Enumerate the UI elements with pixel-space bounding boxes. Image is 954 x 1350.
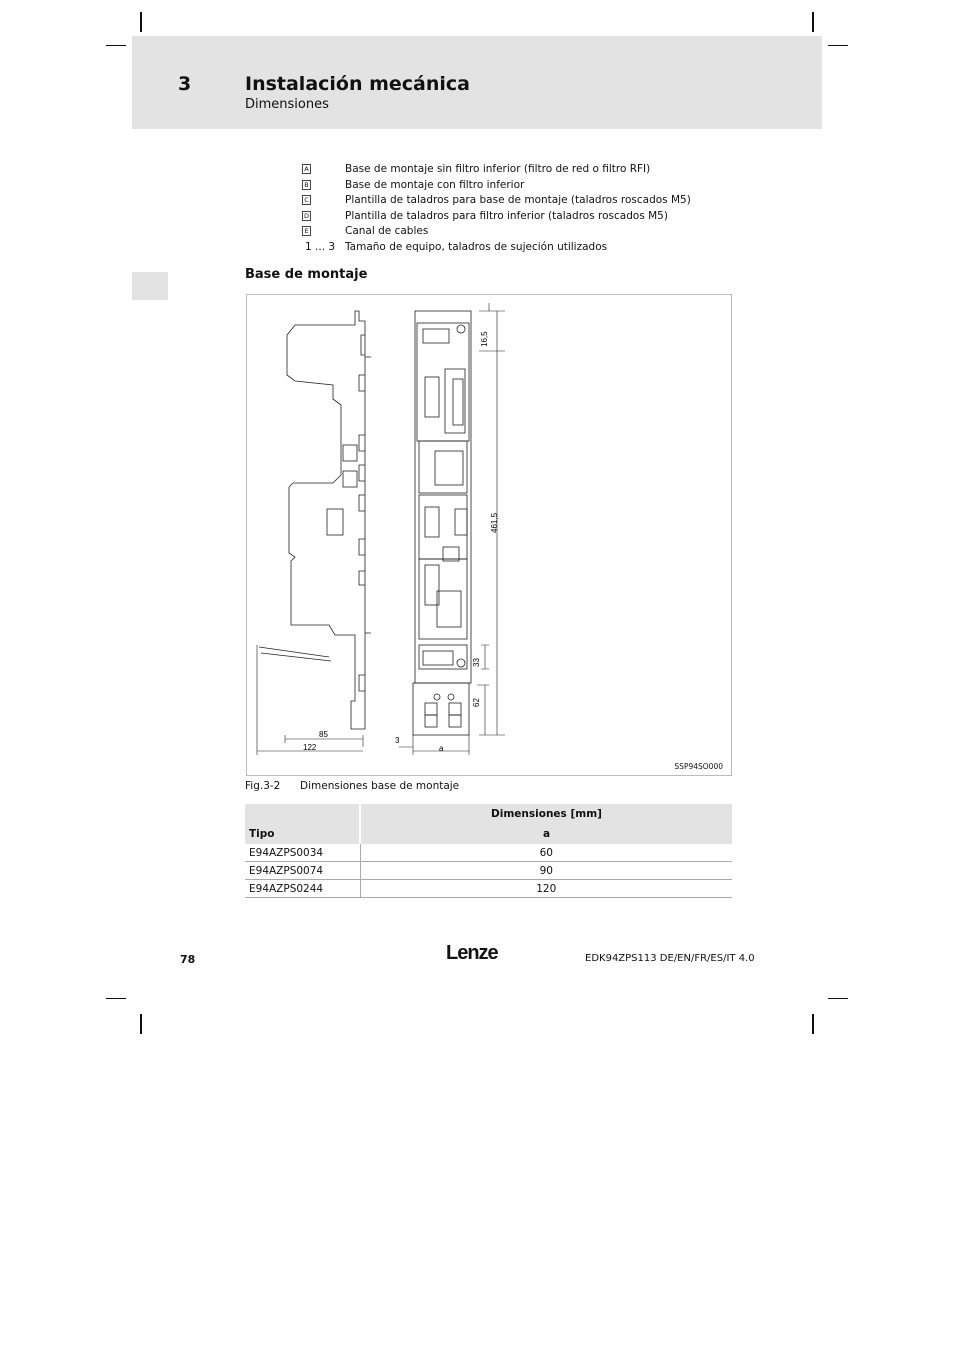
figure-caption-number: Fig.3-2 [245, 780, 281, 792]
crop-mark [812, 1014, 814, 1034]
legend-key-box: B [302, 180, 311, 190]
legend-item [300, 241, 740, 257]
legend-text: Plantilla de taladros para base de montaje (taladros roscados M5) [345, 194, 691, 206]
legend-key-box: E [302, 226, 311, 236]
figure-code: SSP94SO000 [674, 762, 723, 771]
dim-461-5: 461,5 [490, 512, 499, 533]
cell-tipo: E94AZPS0034 [245, 844, 360, 862]
dim-85: 85 [319, 730, 328, 739]
cell-a: 60 [360, 844, 732, 862]
col-header-empty [245, 804, 360, 824]
table-row [245, 880, 732, 898]
side-tab-marker [132, 272, 168, 300]
figure-caption-text: Dimensiones base de montaje [300, 780, 460, 792]
mounting-base-drawing [247, 295, 733, 777]
dim-a: a [439, 744, 444, 753]
dim-62: 62 [472, 698, 481, 707]
legend-item [300, 179, 740, 195]
lenze-logo: Lenze [446, 942, 498, 964]
dimension-drawing [246, 294, 732, 776]
section-heading: Base de montaje [245, 267, 368, 282]
legend-text: Base de montaje con filtro inferior [345, 178, 525, 191]
chapter-number: 3 [178, 73, 192, 95]
cell-a: 90 [360, 862, 732, 880]
table-row [245, 844, 732, 862]
table-header-row [245, 824, 732, 844]
dim-3: 3 [395, 736, 400, 745]
legend-item [300, 163, 740, 179]
col-group-header: Dimensiones [mm] [360, 804, 732, 824]
document-id: EDK94ZPS113 DE/EN/FR/ES/IT 4.0 [585, 953, 755, 964]
dim-122: 122 [303, 743, 317, 752]
legend-item [300, 225, 740, 241]
crop-mark [812, 12, 814, 32]
table-row [245, 862, 732, 880]
col-header-tipo: Tipo [245, 824, 360, 844]
dim-16-5: 16,5 [480, 331, 489, 347]
legend-key-box: C [302, 195, 311, 205]
crop-mark [140, 12, 142, 32]
col-header-a: a [360, 824, 732, 844]
cell-tipo: E94AZPS0074 [245, 862, 360, 880]
legend-key-range: 1 ... 3 [305, 240, 336, 253]
legend-key-box: D [303, 211, 309, 220]
crop-mark [828, 45, 848, 46]
legend-item [300, 210, 740, 226]
dim-33: 33 [472, 658, 481, 667]
section-subtitle: Dimensiones [245, 97, 329, 112]
legend-text: Canal de cables [345, 225, 429, 237]
cell-a: 120 [360, 880, 732, 898]
legend-text: Tamaño de equipo, taladros de sujeción utilizados [345, 240, 608, 253]
chapter-title: Instalación mecánica [245, 73, 471, 95]
table-header-row [245, 804, 732, 824]
legend-text: Plantilla de taladros para filtro inferior (taladros roscados M5) [345, 209, 668, 222]
crop-mark [106, 45, 126, 46]
crop-mark [106, 998, 126, 999]
legend-text: Base de montaje sin filtro inferior (filtro de red o filtro RFI) [345, 163, 651, 175]
legend-item [300, 194, 740, 210]
figure-legend [300, 163, 740, 256]
cell-tipo: E94AZPS0244 [245, 880, 360, 898]
crop-mark [140, 1014, 142, 1034]
dimensions-table [245, 804, 732, 898]
page-number: 78 [180, 953, 196, 966]
crop-mark [828, 998, 848, 999]
legend-key-box: A [302, 164, 311, 174]
chapter-header-band [132, 36, 822, 129]
